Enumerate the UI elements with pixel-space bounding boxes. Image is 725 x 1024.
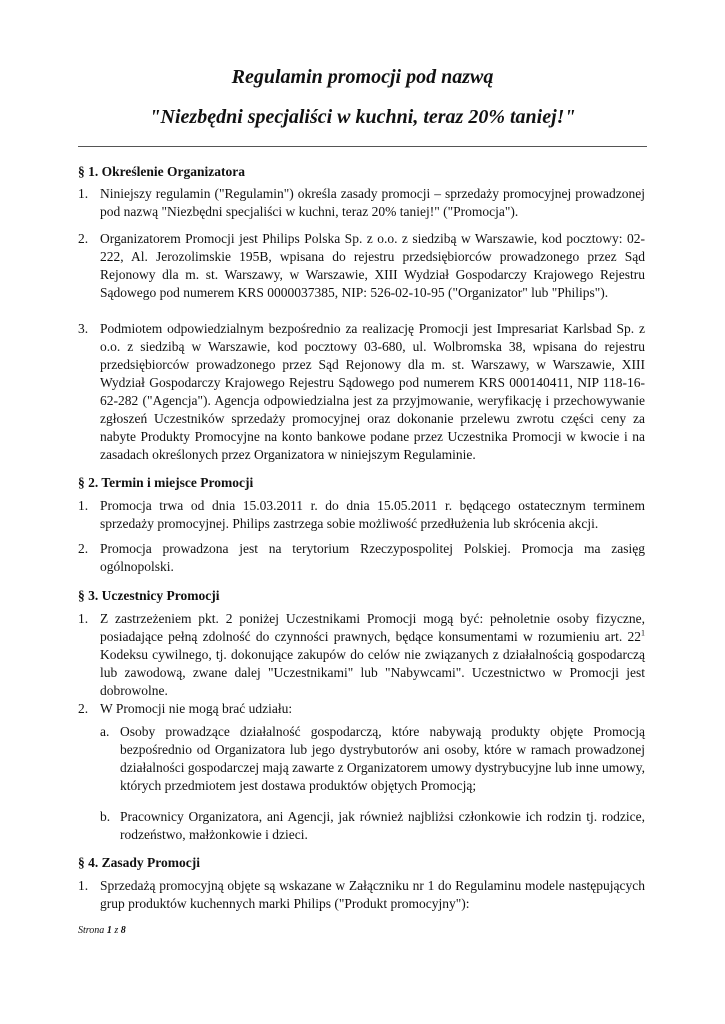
item-text: Promocja prowadzona jest na terytorium Rzeczypospolitej Polskiej. Promocja ma zasięg ogólnopolski. xyxy=(100,541,645,574)
section-3-heading: § 3. Uczestnicy Promocji xyxy=(78,588,220,603)
section-1-heading: § 1. Określenie Organizatora xyxy=(78,164,245,179)
sub-list-item xyxy=(100,723,645,795)
footer-total-pages: 8 xyxy=(120,925,126,936)
list-item xyxy=(78,877,645,913)
list-item xyxy=(78,497,645,533)
item-number: 1. xyxy=(78,498,89,513)
document-subtitle: "Niezbędni specjaliści w kuchni, teraz 20% taniej!" xyxy=(149,106,576,128)
list-item xyxy=(78,700,645,718)
superscript-marker: 1 xyxy=(641,628,645,638)
page-footer xyxy=(78,925,126,936)
item-number: 3. xyxy=(78,321,89,336)
item-text-part: Z zastrzeżeniem pkt. 2 poniżej Uczestnikami Promocji mogą być: pełnoletnie osoby fizyczne, posiadające pełną zdolność do czynności prawnych, będące konsumentami w rozumieniu art. 22 xyxy=(100,611,645,644)
item-number: 1. xyxy=(78,186,89,201)
item-text: Podmiotem odpowiedzialnym bezpośrednio za realizację Promocji jest Impresariat Karlsbad Sp. z o.o. z siedzibą w Warszawie, kod pocztowy 03-680, ul. Wolbromska 38, wpisana do rejestru przedsiębiorców prowadzonego przez Sąd Rejonowy dla m. st. Warszawy, w Warszawie, XIII Wydział Gospodarczy Krajowego Rejestru Sądowego pod numerem KRS 000140411, NIP 118-16-62-282 ("Agencja"). Agencja odpowiedzialna jest za przyjmowanie, weryfikację i przechowywanie zgłoszeń Uczestników sprzedaży promocyjnej oraz dokonanie przelewu zwrotu części ceny za nabyte Produkty Promocyjne na konto bankowe podane przez Uczestnika Promocji w kwocie i na zasadach określonych przez Organizatora w niniejszym Regulaminie. xyxy=(100,321,645,462)
document-title: Regulamin promocji pod nazwą xyxy=(231,66,494,88)
footer-label: Strona xyxy=(78,925,105,936)
item-letter: b. xyxy=(100,809,111,824)
list-item xyxy=(78,320,645,464)
title-divider xyxy=(78,146,647,147)
item-text: Promocja trwa od dnia 15.03.2011 r. do dnia 15.05.2011 r. będącego ostatecznym terminem sprzedaży promocyjnej. Philips zastrzega sobie możliwość przedłużenia lub skrócenia akcji. xyxy=(100,498,645,531)
item-number: 1. xyxy=(78,611,89,626)
item-text xyxy=(100,610,645,700)
list-item xyxy=(78,610,645,700)
section-2-heading: § 2. Termin i miejsce Promocji xyxy=(78,475,254,490)
item-text-part: Kodeksu cywilnego, tj. dokonujące zakupów do celów nie związanych z działalnością gospodarczą lub zawodową, zwane dalej "Uczestnikami" lub "Nabywcami". Uczestnictwo w Promocji jest dobrowolne. xyxy=(100,647,645,698)
list-item xyxy=(78,540,645,576)
list-item xyxy=(78,230,645,302)
item-text: Organizatorem Promocji jest Philips Polska Sp. z o.o. z siedzibą w Warszawie, kod pocztowy: 02-222, Al. Jerozolimskie 195B, wpisana do rejestru przedsiębiorców prowadzonego przez Sąd Rejonowy dla m. st. Warszawy, w Warszawie, XIII Wydział Gospodarczy Krajowego Rejestru Sądowego pod numerem KRS 0000037385, NIP: 526-02-10-95 ("Organizator" lub "Philips"). xyxy=(100,231,645,300)
sub-list-item xyxy=(100,808,645,844)
item-letter: a. xyxy=(100,724,110,739)
item-number: 2. xyxy=(78,541,89,556)
footer-page-number: 1 xyxy=(106,925,112,936)
item-number: 2. xyxy=(78,231,89,246)
item-text: W Promocji nie mogą brać udziału: xyxy=(100,701,293,716)
item-text: Osoby prowadzące działalność gospodarczą, które nabywają produkty objęte Promocją bezpośrednio od Organizatora lub jego dystrybutorów ani osoby, które w ramach prowadzonej działalności gospodarczej mają zawarte z Organizatorem umowy dystrybucyjne lub inne umowy, których przedmiotem jest dostawa produktów objętych Promocją; xyxy=(120,724,645,793)
footer-separator: z xyxy=(114,925,119,936)
item-text: Niniejszy regulamin ("Regulamin") określa zasady promocji – sprzedaży promocyjnej prowadzonej pod nazwą "Niezbędni specjaliści w kuchni, teraz 20% taniej!" ("Promocja"). xyxy=(100,186,645,219)
item-text: Pracownicy Organizatora, ani Agencji, jak również najbliżsi członkowie ich rodzin tj. rodzice, rodzeństwo, małżonkowie i dzieci. xyxy=(120,809,645,842)
item-text: Sprzedażą promocyjną objęte są wskazane w Załączniku nr 1 do Regulaminu modele następujących grup produktów kuchennych marki Philips ("Produkt promocyjny"): xyxy=(100,878,645,911)
list-item xyxy=(78,185,645,221)
item-number: 1. xyxy=(78,878,89,893)
item-number: 2. xyxy=(78,701,89,716)
section-4-heading: § 4. Zasady Promocji xyxy=(78,855,200,870)
